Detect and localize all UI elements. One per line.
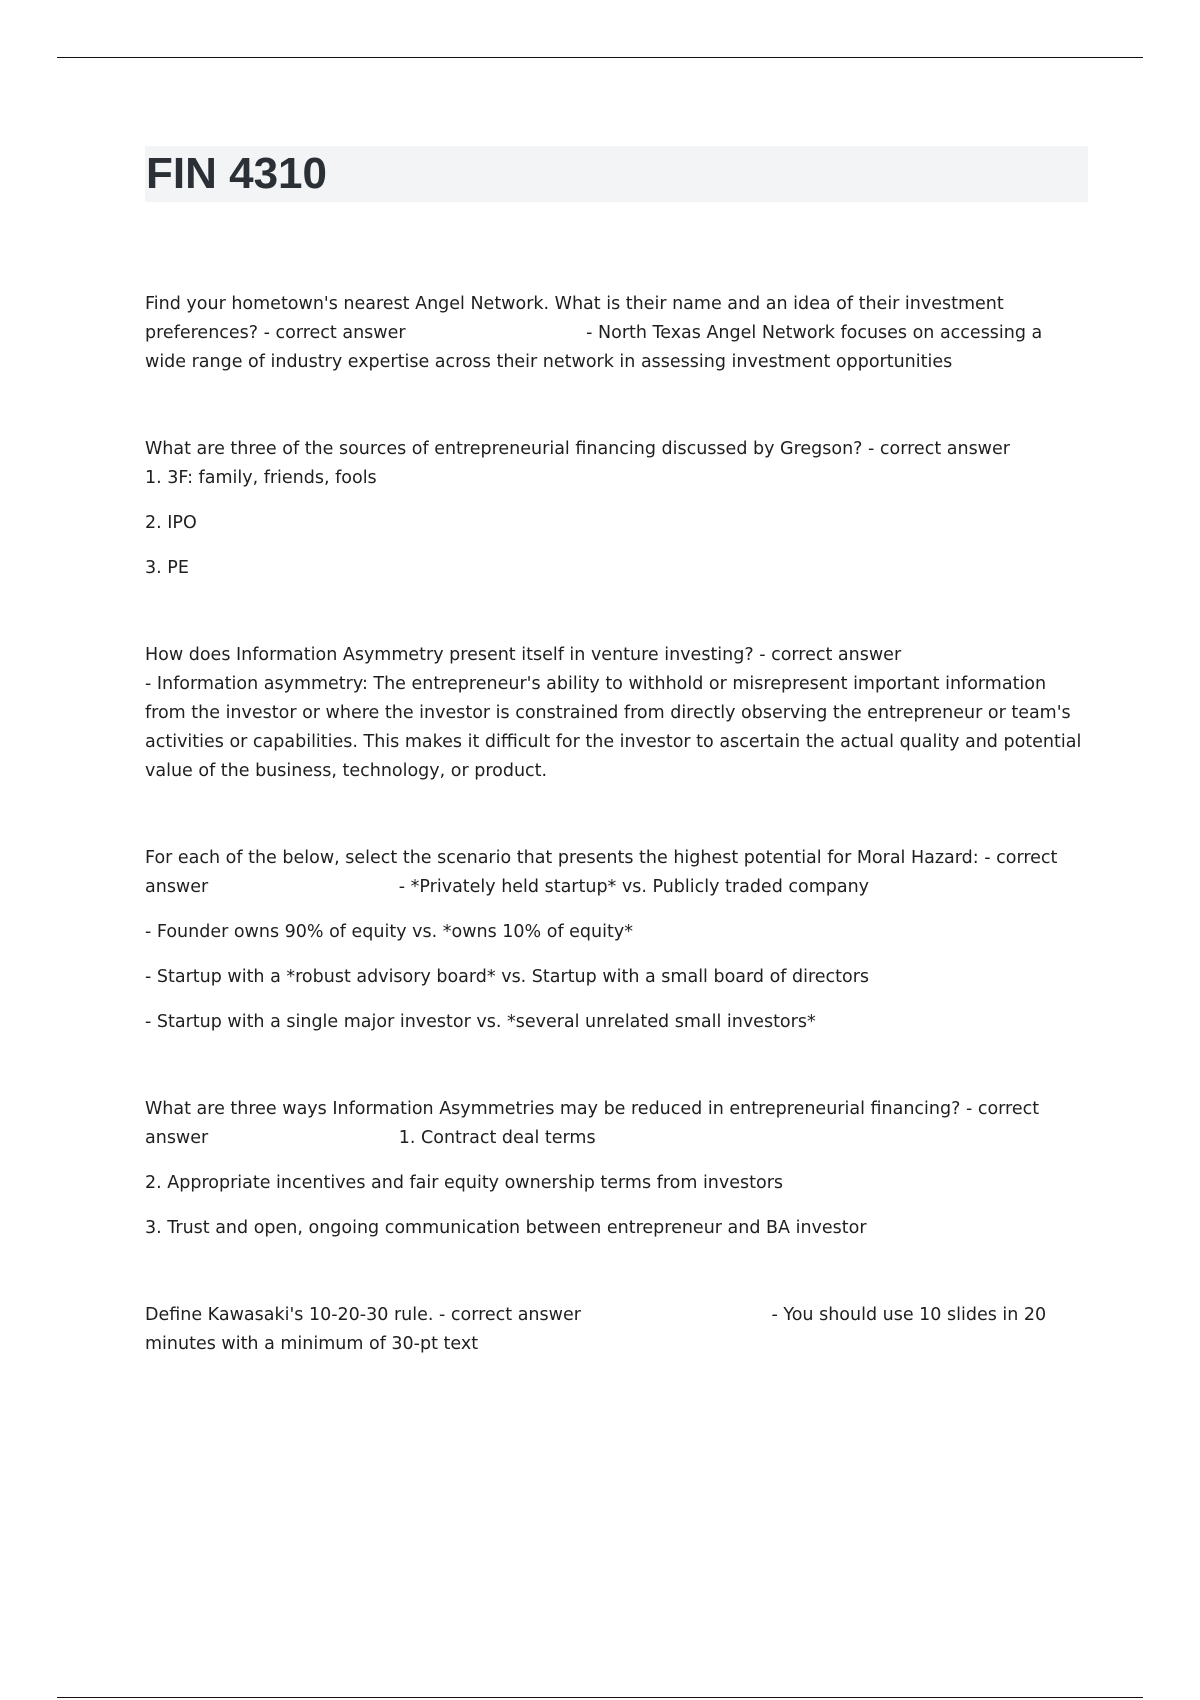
answer-item: 3. Trust and open, ongoing communication between entrepreneur and BA investor bbox=[145, 1218, 867, 1238]
document-body bbox=[145, 290, 1087, 1417]
page-title: FIN 4310 bbox=[146, 149, 327, 198]
answer-text: - You should use 10 slides in 20 minutes with a minimum of 30-pt text bbox=[145, 1305, 1047, 1354]
answer-text: - Information asymmetry: The entrepreneur's ability to withhold or misrepresent important information from the investor or where the investor is constrained from directly observing the entrepreneur or team's activities or capabilities. This makes it difficult for the investor to ascertain the actual quality and potential value of the business, technology, or product. bbox=[145, 674, 1082, 781]
question-text: What are three of the sources of entrepreneurial financing discussed by Gregson? bbox=[145, 439, 863, 459]
question-text: For each of the below, select the scenario that presents the highest potential for Moral Hazard: bbox=[145, 848, 979, 868]
qa-text bbox=[145, 435, 1087, 464]
answer-separator: - correct answer bbox=[258, 323, 412, 343]
answer-text: - *Privately held startup* vs. Publicly traded company bbox=[398, 877, 870, 897]
answer-item: - Startup with a single major investor vs. *several unrelated small investors* bbox=[145, 1012, 816, 1032]
qa-item bbox=[145, 1095, 1087, 1243]
answer-separator: - correct answer bbox=[145, 1099, 1040, 1148]
question-text: Find your hometown's nearest Angel Network. What is their name and an idea of their investment preferences? bbox=[145, 294, 1004, 343]
qa-item bbox=[145, 435, 1087, 583]
question-text: How does Information Asymmetry present itself in venture investing? bbox=[145, 645, 754, 665]
answer-separator: - correct answer bbox=[862, 439, 1010, 459]
qa-item bbox=[145, 844, 1087, 1037]
top-rule bbox=[57, 57, 1143, 58]
answer-separator: - correct answer bbox=[145, 848, 1058, 897]
bottom-rule bbox=[57, 1697, 1143, 1698]
qa-text bbox=[145, 641, 1087, 670]
answer-item: - Startup with a *robust advisory board* vs. Startup with a small board of directors bbox=[145, 967, 870, 987]
qa-text bbox=[145, 290, 1087, 377]
answer-item: - Founder owns 90% of equity vs. *owns 10% of equity* bbox=[145, 922, 633, 942]
qa-text bbox=[145, 1301, 1087, 1359]
qa-item bbox=[145, 290, 1087, 377]
answer-item: 2. Appropriate incentives and fair equity ownership terms from investors bbox=[145, 1173, 784, 1193]
qa-text bbox=[145, 1095, 1087, 1153]
answer-separator: - correct answer bbox=[433, 1305, 587, 1325]
answer-text: - North Texas Angel Network focuses on accessing a wide range of industry expertise across their network in assessing investment opportunities bbox=[145, 323, 1043, 372]
qa-item bbox=[145, 641, 1087, 786]
answer-item: 3. PE bbox=[145, 558, 189, 578]
qa-item bbox=[145, 1301, 1087, 1359]
answer-item: 2. IPO bbox=[145, 513, 197, 533]
question-text: What are three ways Information Asymmetries may be reduced in entrepreneurial financing? bbox=[145, 1099, 961, 1119]
qa-text bbox=[145, 844, 1087, 902]
answer-item: 1. 3F: family, friends, fools bbox=[145, 468, 377, 488]
answer-text: 1. Contract deal terms bbox=[398, 1128, 596, 1148]
question-text: Define Kawasaki's 10-20-30 rule. bbox=[145, 1305, 434, 1325]
answer-separator: - correct answer bbox=[753, 645, 902, 665]
